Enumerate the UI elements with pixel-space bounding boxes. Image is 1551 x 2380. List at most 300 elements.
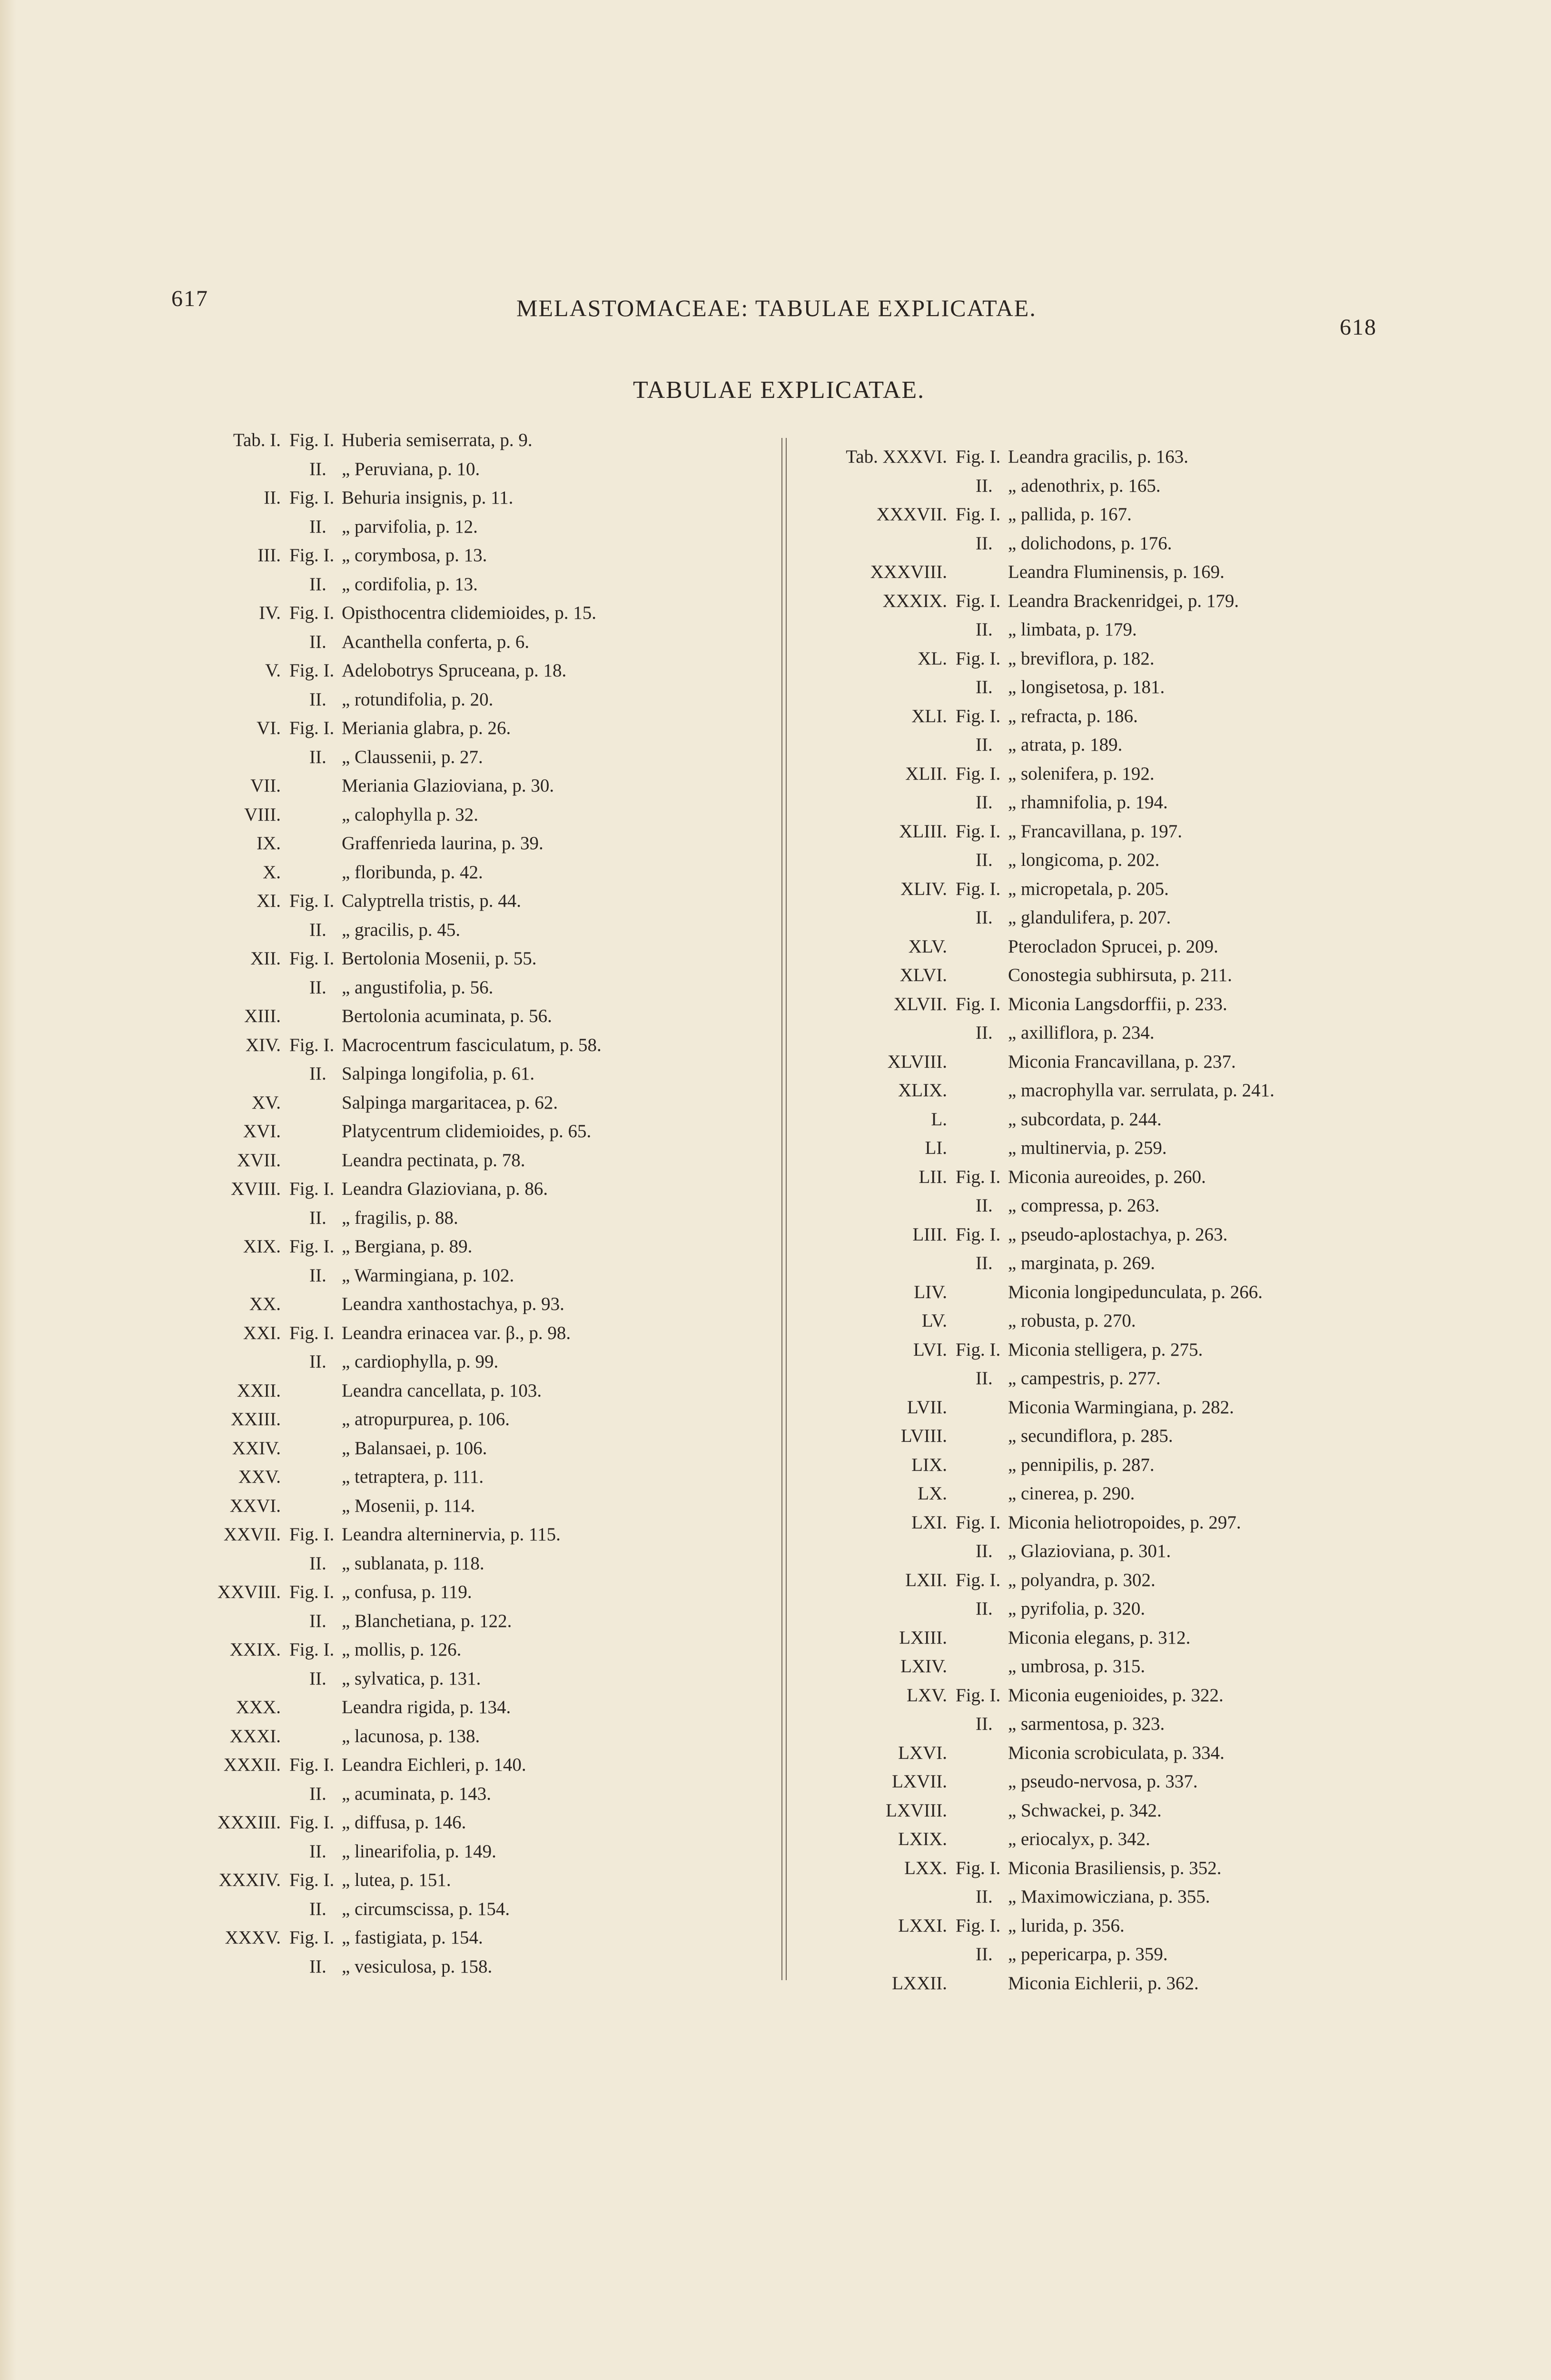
species-reference: Calyptrella tristis, p. 44. bbox=[342, 891, 521, 911]
plate-number bbox=[190, 570, 281, 599]
plate-entry-row bbox=[190, 973, 809, 1002]
figure-number: Fig. I. bbox=[289, 603, 335, 623]
species-reference: „ eriocalyx, p. 342. bbox=[1008, 1829, 1150, 1849]
plate-entry-row bbox=[804, 1451, 1423, 1480]
plate-number: XIII. bbox=[244, 1006, 281, 1026]
figure-number: II. bbox=[309, 1351, 326, 1372]
plate-entry-row bbox=[804, 1076, 1423, 1105]
plate-entry-row bbox=[190, 1607, 809, 1636]
plate-entry-row bbox=[190, 1146, 809, 1175]
species-reference: Miconia elegans, p. 312. bbox=[1008, 1627, 1191, 1648]
plate-number bbox=[804, 615, 947, 645]
species-reference: „ rhamnifolia, p. 194. bbox=[1008, 792, 1168, 813]
species-reference: Opisthocentra clidemioides, p. 15. bbox=[342, 603, 597, 623]
species-reference: „ atropurpurea, p. 106. bbox=[342, 1409, 510, 1429]
plate-entry-row bbox=[190, 1060, 809, 1089]
figure-number: II. bbox=[309, 631, 326, 652]
figure-number: Fig. I. bbox=[289, 1034, 335, 1055]
figure-number: Fig. I. bbox=[289, 1927, 335, 1948]
plate-number bbox=[190, 973, 281, 1002]
plate-entry-row bbox=[804, 1854, 1423, 1883]
figure-number: Fig. I. bbox=[956, 763, 1001, 784]
figure-number: II. bbox=[309, 1553, 326, 1574]
plate-entry-row bbox=[804, 1249, 1423, 1278]
plate-number: II. bbox=[264, 487, 281, 508]
species-reference: „ rotundifolia, p. 20. bbox=[342, 689, 494, 710]
species-reference: „ multinervia, p. 259. bbox=[1008, 1138, 1167, 1158]
plate-entry-row bbox=[190, 1808, 809, 1837]
plate-number bbox=[804, 788, 947, 817]
plate-entry-row bbox=[804, 1796, 1423, 1825]
plate-entry-row bbox=[804, 1019, 1423, 1048]
plate-entry-row bbox=[190, 1837, 809, 1866]
figure-number: II. bbox=[976, 1368, 993, 1388]
species-reference: „ secundiflora, p. 285. bbox=[1008, 1426, 1173, 1446]
plate-entry-row bbox=[804, 443, 1423, 472]
species-reference: „ lacunosa, p. 138. bbox=[342, 1726, 480, 1746]
species-reference: „ marginata, p. 269. bbox=[1008, 1253, 1156, 1273]
figure-number: Fig. I. bbox=[289, 487, 335, 508]
plate-number bbox=[190, 1780, 281, 1809]
species-reference: Leandra Glazioviana, p. 86. bbox=[342, 1179, 548, 1199]
figure-number: Fig. I. bbox=[956, 1569, 1001, 1590]
figure-number: II. bbox=[976, 1598, 993, 1619]
plate-entry-row bbox=[190, 1578, 809, 1607]
plate-number bbox=[190, 1204, 281, 1233]
species-reference: Leandra Fluminensis, p. 169. bbox=[1008, 562, 1225, 582]
plate-entry-row bbox=[190, 801, 809, 830]
species-reference: „ calophylla p. 32. bbox=[342, 804, 478, 825]
plate-entry-row bbox=[190, 1866, 809, 1895]
species-reference: „ sarmentosa, p. 323. bbox=[1008, 1714, 1165, 1734]
plate-number: XII. bbox=[250, 948, 281, 969]
plate-entry-row bbox=[190, 1348, 809, 1377]
plate-entry-row bbox=[804, 1940, 1423, 1969]
figure-number: II. bbox=[976, 907, 993, 928]
figure-number: Fig. I. bbox=[289, 1322, 335, 1343]
species-reference: Miconia Brasiliensis, p. 352. bbox=[1008, 1857, 1222, 1878]
figure-number bbox=[947, 961, 1008, 990]
plate-entry-row bbox=[804, 903, 1423, 932]
species-reference: „ robusta, p. 270. bbox=[1008, 1310, 1136, 1331]
plate-number bbox=[190, 1837, 281, 1866]
figure-number bbox=[947, 1393, 1008, 1422]
plate-entry-row bbox=[190, 426, 809, 455]
plate-number: LV. bbox=[921, 1310, 947, 1331]
plate-number bbox=[190, 513, 281, 542]
figure-number: II. bbox=[309, 746, 326, 767]
plate-number: LIX. bbox=[911, 1454, 947, 1475]
figure-number: Fig. I. bbox=[956, 504, 1001, 525]
plate-entry-row bbox=[190, 1751, 809, 1780]
plate-entry-row bbox=[190, 916, 809, 945]
plate-number: XIV. bbox=[245, 1034, 281, 1055]
figure-number: Fig. I. bbox=[956, 821, 1001, 842]
plate-number bbox=[804, 529, 947, 558]
species-reference: Leandra Brackenridgei, p. 179. bbox=[1008, 590, 1239, 611]
species-reference: „ pseudo-nervosa, p. 337. bbox=[1008, 1771, 1198, 1792]
plate-entry-row bbox=[804, 673, 1423, 702]
species-reference: „ polyandra, p. 302. bbox=[1008, 1569, 1156, 1590]
plate-number: LVI. bbox=[913, 1339, 947, 1360]
figure-number: Fig. I. bbox=[289, 660, 335, 681]
plate-number: IX. bbox=[257, 833, 281, 853]
plate-entry-row bbox=[190, 685, 809, 714]
figure-number: II. bbox=[976, 792, 993, 813]
plate-number: LXVII. bbox=[892, 1771, 947, 1792]
plate-entry-row bbox=[804, 1105, 1423, 1134]
plate-number: LX. bbox=[918, 1483, 947, 1504]
species-reference: Pterocladon Sprucei, p. 209. bbox=[1008, 936, 1218, 957]
plate-number: XXIV. bbox=[232, 1438, 281, 1458]
plate-number: LVII. bbox=[907, 1397, 947, 1418]
plate-number bbox=[190, 1607, 281, 1636]
left-plate-column bbox=[190, 426, 809, 1981]
figure-number: Fig. I. bbox=[289, 891, 335, 911]
figure-number: II. bbox=[309, 1610, 326, 1631]
plate-entry-row bbox=[190, 858, 809, 887]
plate-entry-row bbox=[804, 1278, 1423, 1307]
plate-entry-row bbox=[804, 1508, 1423, 1537]
species-reference: „ Francavillana, p. 197. bbox=[1008, 821, 1183, 842]
plate-entry-row bbox=[804, 615, 1423, 645]
species-reference: Miconia stelligera, p. 275. bbox=[1008, 1339, 1203, 1360]
species-reference: Salpinga longifolia, p. 61. bbox=[342, 1063, 535, 1084]
species-reference: „ cordifolia, p. 13. bbox=[342, 574, 478, 595]
figure-number: II. bbox=[976, 1714, 993, 1734]
plate-number: L. bbox=[931, 1109, 947, 1130]
figure-number: II. bbox=[976, 475, 993, 496]
figure-number: II. bbox=[976, 533, 993, 554]
figure-number bbox=[947, 1624, 1008, 1653]
species-reference: Miconia Eichlerii, p. 362. bbox=[1008, 1973, 1199, 1993]
plate-entry-row bbox=[190, 1463, 809, 1492]
species-reference: Salpinga margaritacea, p. 62. bbox=[342, 1092, 558, 1113]
figure-number bbox=[281, 1117, 342, 1146]
figure-number: II. bbox=[309, 977, 326, 998]
species-reference: „ parvifolia, p. 12. bbox=[342, 516, 478, 537]
species-reference: „ adenothrix, p. 165. bbox=[1008, 475, 1161, 496]
figure-number: II. bbox=[976, 850, 993, 870]
plate-entry-row bbox=[190, 570, 809, 599]
plate-number: LXIII. bbox=[899, 1627, 947, 1648]
plate-number bbox=[804, 1537, 947, 1566]
plate-number: LXX. bbox=[904, 1857, 947, 1878]
figure-number: Fig. I. bbox=[289, 1524, 335, 1545]
plate-number bbox=[804, 1940, 947, 1969]
species-reference: Miconia Warmingiana, p. 282. bbox=[1008, 1397, 1234, 1418]
species-reference: „ longisetosa, p. 181. bbox=[1008, 677, 1165, 697]
plate-number bbox=[190, 628, 281, 657]
column-divider-rule bbox=[781, 438, 787, 1980]
figure-number bbox=[281, 858, 342, 887]
plate-entry-row bbox=[190, 887, 809, 916]
plate-number: VIII. bbox=[244, 804, 281, 825]
plate-number bbox=[804, 472, 947, 501]
plate-number: XXXIX. bbox=[882, 590, 947, 611]
species-reference: Meriania glabra, p. 26. bbox=[342, 718, 511, 738]
figure-number: II. bbox=[309, 1063, 326, 1084]
figure-number: Fig. I. bbox=[956, 1915, 1001, 1936]
plate-entry-row bbox=[190, 1377, 809, 1406]
species-reference: „ Bergiana, p. 89. bbox=[342, 1236, 473, 1257]
plate-number: XVI. bbox=[243, 1121, 281, 1141]
figure-number: II. bbox=[976, 1944, 993, 1964]
figure-number: II. bbox=[309, 919, 326, 940]
plate-number: LXIX. bbox=[898, 1829, 947, 1849]
plate-number: LIV. bbox=[914, 1281, 947, 1302]
plate-number: X. bbox=[263, 862, 281, 883]
plate-number: V. bbox=[265, 660, 281, 681]
species-reference: „ pepericarpa, p. 359. bbox=[1008, 1944, 1168, 1964]
plate-number: XXXV. bbox=[225, 1927, 281, 1948]
plate-number bbox=[804, 1191, 947, 1220]
figure-number: II. bbox=[976, 734, 993, 755]
figure-number: Fig. I. bbox=[289, 1639, 335, 1660]
plate-entry-row bbox=[804, 731, 1423, 760]
species-reference: Behuria insignis, p. 11. bbox=[342, 487, 514, 508]
plate-entry-row bbox=[190, 656, 809, 685]
plate-entry-row bbox=[804, 875, 1423, 904]
plate-number: XX. bbox=[249, 1294, 281, 1314]
plate-entry-row bbox=[804, 1912, 1423, 1941]
plate-number bbox=[804, 1249, 947, 1278]
species-reference: „ cardiophylla, p. 99. bbox=[342, 1351, 499, 1372]
plate-number bbox=[804, 673, 947, 702]
plate-number bbox=[804, 1710, 947, 1739]
plate-number bbox=[804, 1883, 947, 1912]
species-reference: „ diffusa, p. 146. bbox=[342, 1812, 466, 1833]
species-reference: Conostegia subhirsuta, p. 211. bbox=[1008, 965, 1232, 985]
plate-entry-row bbox=[190, 1924, 809, 1953]
figure-number bbox=[281, 1377, 342, 1406]
figure-number: II. bbox=[976, 1195, 993, 1216]
species-reference: „ cinerea, p. 290. bbox=[1008, 1483, 1135, 1504]
plate-number bbox=[190, 455, 281, 484]
figure-number: Fig. I. bbox=[956, 1512, 1001, 1533]
plate-number: VII. bbox=[250, 775, 281, 796]
species-reference: „ vesiculosa, p. 158. bbox=[342, 1956, 493, 1977]
plate-number: XXIX. bbox=[229, 1639, 281, 1660]
species-reference: „ Mosenii, p. 114. bbox=[342, 1495, 475, 1516]
figure-number bbox=[947, 1105, 1008, 1134]
plate-number: LXXII. bbox=[892, 1973, 947, 1993]
species-reference: „ angustifolia, p. 56. bbox=[342, 977, 494, 998]
species-reference: „ compressa, p. 263. bbox=[1008, 1195, 1160, 1216]
plate-entry-row bbox=[190, 1722, 809, 1751]
species-reference: „ fastigiata, p. 154. bbox=[342, 1927, 483, 1948]
plate-entry-row bbox=[190, 1520, 809, 1549]
species-reference: „ pyrifolia, p. 320. bbox=[1008, 1598, 1146, 1619]
plate-entry-row bbox=[190, 772, 809, 801]
plate-entry-row bbox=[804, 846, 1423, 875]
figure-number: II. bbox=[309, 458, 326, 479]
species-reference: „ tetraptera, p. 111. bbox=[342, 1467, 484, 1487]
figure-number: II. bbox=[309, 1207, 326, 1228]
plate-entry-row bbox=[804, 1595, 1423, 1624]
plate-entry-row bbox=[190, 743, 809, 772]
figure-number: Fig. I. bbox=[289, 1812, 335, 1833]
plate-number: Tab. XXXVI. bbox=[846, 446, 947, 467]
figure-number: Fig. I. bbox=[289, 1179, 335, 1199]
figure-number bbox=[947, 1451, 1008, 1480]
plate-number: XXI. bbox=[243, 1322, 281, 1343]
plate-number: XXVIII. bbox=[217, 1582, 281, 1602]
plate-entry-row bbox=[190, 1002, 809, 1031]
species-reference: „ pallida, p. 167. bbox=[1008, 504, 1132, 525]
plate-entry-row bbox=[804, 760, 1423, 789]
figure-number: Fig. I. bbox=[956, 993, 1001, 1014]
plate-number: XLII. bbox=[905, 763, 947, 784]
figure-number: II. bbox=[976, 619, 993, 640]
species-reference: Acanthella conferta, p. 6. bbox=[342, 631, 530, 652]
plate-number: LXV. bbox=[907, 1685, 947, 1706]
plate-number: XXXIV. bbox=[218, 1870, 281, 1890]
species-reference: Leandra rigida, p. 134. bbox=[342, 1697, 511, 1717]
plate-entry-row bbox=[190, 1636, 809, 1665]
figure-number bbox=[947, 1076, 1008, 1105]
species-reference: „ Peruviana, p. 10. bbox=[342, 458, 480, 479]
plate-entry-row bbox=[190, 1780, 809, 1809]
species-reference: „ solenifera, p. 192. bbox=[1008, 763, 1155, 784]
plate-number bbox=[804, 731, 947, 760]
species-reference: Leandra erinacea var. β., p. 98. bbox=[342, 1322, 571, 1343]
figure-number: Fig. I. bbox=[289, 1236, 335, 1257]
plate-entry-row bbox=[804, 1739, 1423, 1768]
figure-number: Fig. I. bbox=[956, 1166, 1001, 1187]
figure-number: II. bbox=[976, 1022, 993, 1043]
figure-number: II. bbox=[309, 516, 326, 537]
species-reference: „ sylvatica, p. 131. bbox=[342, 1668, 481, 1689]
plate-number: XXXIII. bbox=[217, 1812, 281, 1833]
plate-entry-row bbox=[804, 702, 1423, 731]
species-reference: „ limbata, p. 179. bbox=[1008, 619, 1137, 640]
figure-number bbox=[281, 1463, 342, 1492]
plate-entry-row bbox=[190, 1319, 809, 1348]
plate-entry-row bbox=[804, 1336, 1423, 1365]
species-reference: „ atrata, p. 189. bbox=[1008, 734, 1123, 755]
plate-entry-row bbox=[804, 1191, 1423, 1220]
running-title: MELASTOMACEAE: TABULAE EXPLICATAE. bbox=[516, 295, 1037, 321]
figure-number: Fig. I. bbox=[289, 1755, 335, 1775]
plate-entry-row bbox=[804, 558, 1423, 587]
figure-number bbox=[947, 932, 1008, 962]
species-reference: „ floribunda, p. 42. bbox=[342, 862, 483, 883]
plate-number: VI. bbox=[257, 718, 281, 738]
plate-number: XXXII. bbox=[223, 1755, 281, 1775]
section-title: TABULAE EXPLICATAE. bbox=[633, 377, 925, 404]
species-reference: „ pennipilis, p. 287. bbox=[1008, 1454, 1155, 1475]
plate-number: XLVI. bbox=[899, 965, 947, 985]
species-reference: „ acuminata, p. 143. bbox=[342, 1783, 492, 1804]
species-reference: „ breviflora, p. 182. bbox=[1008, 648, 1155, 669]
plate-entry-row bbox=[804, 1710, 1423, 1739]
plate-number: LXII. bbox=[905, 1569, 947, 1590]
figure-number: II. bbox=[309, 1898, 326, 1919]
plate-number bbox=[804, 846, 947, 875]
plate-entry-row bbox=[190, 1175, 809, 1204]
figure-number bbox=[947, 1307, 1008, 1336]
figure-number bbox=[281, 801, 342, 830]
figure-number: Fig. I. bbox=[956, 1224, 1001, 1245]
plate-entry-row bbox=[804, 1163, 1423, 1192]
plate-entry-row bbox=[804, 1364, 1423, 1393]
plate-entry-row bbox=[804, 1422, 1423, 1451]
figure-number bbox=[947, 1479, 1008, 1508]
figure-number: Fig. I. bbox=[956, 446, 1001, 467]
plate-entry-row bbox=[804, 472, 1423, 501]
figure-number bbox=[281, 1722, 342, 1751]
plate-number: XLIX. bbox=[898, 1080, 947, 1101]
figure-number: Fig. I. bbox=[956, 705, 1001, 726]
plate-number: XLIII. bbox=[899, 821, 947, 842]
species-reference: „ Blanchetiana, p. 122. bbox=[342, 1610, 512, 1631]
figure-number bbox=[947, 1767, 1008, 1796]
page-binding-edge bbox=[0, 0, 16, 2380]
plate-entry-row bbox=[804, 529, 1423, 558]
figure-number: Fig. I. bbox=[289, 1582, 335, 1602]
species-reference: Bertolonia acuminata, p. 56. bbox=[342, 1006, 552, 1026]
plate-entry-row bbox=[804, 1624, 1423, 1653]
figure-number: Fig. I. bbox=[956, 590, 1001, 611]
plate-number bbox=[190, 1549, 281, 1578]
species-reference: „ longicoma, p. 202. bbox=[1008, 850, 1160, 870]
plate-number bbox=[190, 743, 281, 772]
figure-number: Fig. I. bbox=[289, 1870, 335, 1890]
species-reference: Miconia aureoides, p. 260. bbox=[1008, 1166, 1206, 1187]
figure-number: II. bbox=[309, 1265, 326, 1286]
plate-number: XXXVII. bbox=[876, 504, 947, 525]
plate-entry-row bbox=[190, 1549, 809, 1578]
figure-number: Fig. I. bbox=[289, 948, 335, 969]
species-reference: „ Warmingiana, p. 102. bbox=[342, 1265, 514, 1286]
species-reference: Leandra Eichleri, p. 140. bbox=[342, 1755, 526, 1775]
plate-number: XXXI. bbox=[229, 1726, 281, 1746]
species-reference: Miconia Francavillana, p. 237. bbox=[1008, 1051, 1236, 1072]
figure-number bbox=[281, 1434, 342, 1463]
species-reference: „ dolichodons, p. 176. bbox=[1008, 533, 1172, 554]
figure-number bbox=[947, 1048, 1008, 1077]
plate-number: IV. bbox=[259, 603, 281, 623]
plate-entry-row bbox=[804, 1681, 1423, 1710]
plate-entry-row bbox=[190, 1665, 809, 1694]
figure-number bbox=[947, 1825, 1008, 1854]
plate-number: XLVIII. bbox=[887, 1051, 947, 1072]
right-page-number: 618 bbox=[1340, 315, 1377, 340]
figure-number: II. bbox=[309, 574, 326, 595]
species-reference: „ confusa, p. 119. bbox=[342, 1582, 472, 1602]
species-reference: Platycentrum clidemioides, p. 65. bbox=[342, 1121, 592, 1141]
plate-number: LI. bbox=[925, 1138, 947, 1158]
plate-number: XXVI. bbox=[229, 1495, 281, 1516]
figure-number bbox=[947, 1739, 1008, 1768]
species-reference: „ subcordata, p. 244. bbox=[1008, 1109, 1162, 1130]
species-reference: „ macrophylla var. serrulata, p. 241. bbox=[1008, 1080, 1274, 1101]
species-reference: „ corymbosa, p. 13. bbox=[342, 545, 487, 565]
plate-number: LXXI. bbox=[898, 1915, 947, 1936]
plate-number: XLV. bbox=[908, 936, 947, 957]
plate-entry-row bbox=[190, 484, 809, 513]
figure-number: Fig. I. bbox=[289, 718, 335, 738]
figure-number: II. bbox=[309, 1956, 326, 1977]
plate-entry-row bbox=[190, 1895, 809, 1924]
figure-number bbox=[947, 558, 1008, 587]
plate-entry-row bbox=[804, 500, 1423, 529]
plate-number: XV. bbox=[251, 1092, 281, 1113]
species-reference: „ refracta, p. 186. bbox=[1008, 705, 1138, 726]
figure-number bbox=[281, 1002, 342, 1031]
plate-number: Tab. I. bbox=[233, 430, 281, 450]
